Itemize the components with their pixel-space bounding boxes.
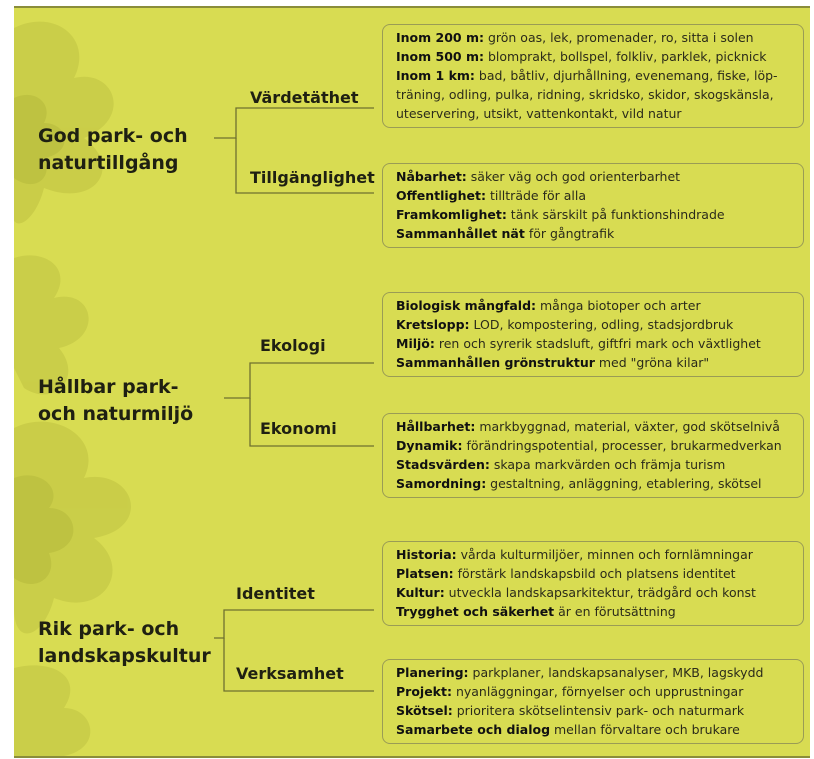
detail-line: Miljö: ren och syrerik stadsluft, giftfri mark och växtlighet	[396, 336, 761, 351]
group-title-line: Hållbar park-	[38, 376, 179, 398]
detail-line: träning, odling, pulka, ridning, skridsko, skidor, skogskänsla,	[396, 87, 774, 102]
detail-line: Samordning: gestaltning, anläggning, etablering, skötsel	[396, 476, 762, 491]
group-title-tillgang	[38, 123, 188, 177]
detail-line: uteservering, utsikt, vattenkontakt, vild natur	[396, 106, 682, 121]
detail-line: Historia: vårda kulturmiljöer, minnen och fornlämningar	[396, 547, 753, 562]
detail-line: Skötsel: prioritera skötselintensiv park- och naturmark	[396, 703, 745, 718]
connector-vardetathet	[214, 108, 374, 138]
detail-line: Samarbete och dialog mellan förvaltare och brukare	[396, 722, 740, 737]
diagram-panel	[14, 6, 810, 758]
branch-label-vardetathet: Värdetäthet	[250, 88, 359, 107]
group-title-naturmiljo	[38, 374, 193, 428]
detail-line: Hållbarhet: markbyggnad, material, växter, god skötselnivå	[396, 419, 780, 434]
detail-line: Sammanhållet nät för gångtrafik	[396, 226, 615, 241]
branch-label-identitet: Identitet	[236, 584, 315, 603]
detail-line: Dynamik: förändringspotential, processer, brukarmedverkan	[396, 438, 782, 453]
detail-line: Stadsvärden: skapa markvärden och främja turism	[396, 457, 726, 472]
detail-box-ekologi	[382, 292, 804, 377]
group-title-line: naturtillgång	[38, 152, 179, 174]
detail-line: Kultur: utveckla landskapsarkitektur, trädgård och konst	[396, 585, 756, 600]
detail-line: Trygghet och säkerhet är en förutsättning	[396, 604, 676, 619]
group-title-line: God park- och	[38, 125, 188, 147]
group-title-line: landskapskultur	[38, 645, 211, 667]
detail-line: Biologisk mångfald: många biotoper och arter	[396, 298, 701, 313]
branch-label-verksamhet: Verksamhet	[236, 664, 344, 683]
detail-line: Inom 200 m: grön oas, lek, promenader, ro, sitta i solen	[396, 30, 754, 45]
detail-line: Sammanhållen grönstruktur med "gröna kilar"	[396, 355, 710, 370]
detail-line: Planering: parkplaner, landskapsanalyser, MKB, lagskydd	[396, 665, 764, 680]
connector-identitet	[214, 610, 374, 638]
branch-label-tillganglighet: Tillgänglighet	[250, 168, 375, 187]
detail-box-ekonomi	[382, 413, 804, 498]
group-title-line: Rik park- och	[38, 618, 180, 640]
detail-box-tillganglighet	[382, 163, 804, 248]
detail-line: Projekt: nyanläggningar, förnyelser och upprustningar	[396, 684, 744, 699]
detail-line: Nåbarhet: säker väg och god orienterbarhet	[396, 169, 681, 184]
detail-box-vardetathet	[382, 24, 804, 128]
branch-label-ekologi: Ekologi	[260, 336, 326, 355]
detail-line: Framkomlighet: tänk särskilt på funktionshindrade	[396, 207, 725, 222]
detail-box-identitet	[382, 541, 804, 626]
connector-ekologi	[224, 363, 374, 398]
detail-line: Inom 500 m: blomprakt, bollspel, folkliv, parklek, picknick	[396, 49, 767, 64]
branch-label-ekonomi: Ekonomi	[260, 419, 337, 438]
group-title-landskapskultur	[38, 616, 211, 670]
group-title-line: och naturmiljö	[38, 403, 194, 425]
detail-line: Platsen: förstärk landskapsbild och platsens identitet	[396, 566, 736, 581]
detail-box-verksamhet	[382, 659, 804, 744]
detail-line: Inom 1 km: bad, båtliv, djurhållning, evenemang, fiske, löp-	[396, 68, 778, 83]
detail-line: Kretslopp: LOD, kompostering, odling, stadsjordbruk	[396, 317, 734, 332]
detail-line: Offentlighet: tillträde för alla	[396, 188, 587, 203]
